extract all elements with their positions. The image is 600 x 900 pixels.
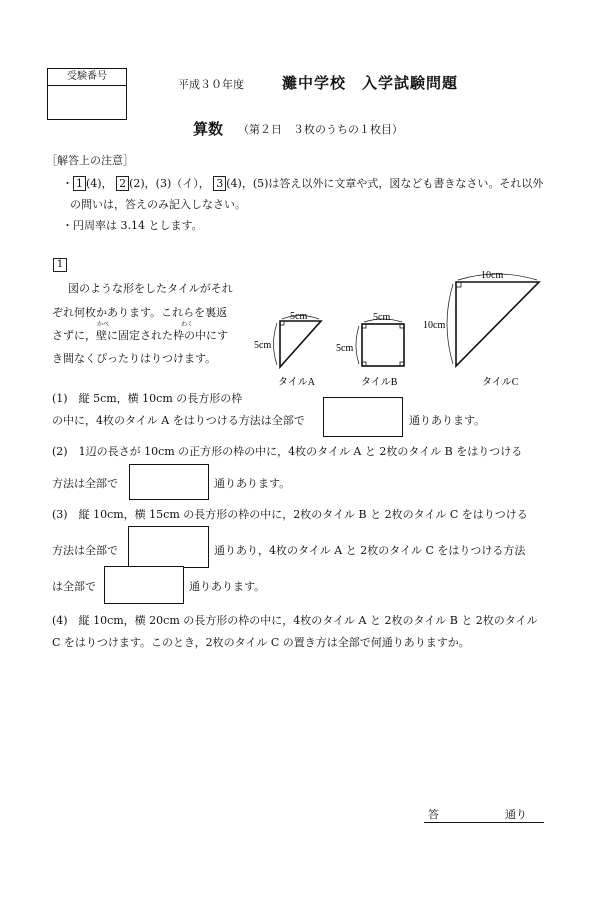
q2-after: 通りあります。 [214, 477, 291, 490]
exam-year: 平成３０年度 [178, 78, 244, 91]
q1-after: 通りあります。 [409, 414, 486, 427]
bullet-mark: ・ [62, 177, 73, 190]
ref2-rest: (2)，(3)（イ）， [129, 177, 210, 190]
intro-line-3: さずに，壁に固定された枠の中にす [52, 329, 228, 342]
tile-c-left-length: 10cm [423, 320, 446, 331]
tile-a-left-length: 5cm [254, 340, 272, 351]
tile-a-shape [280, 321, 321, 367]
ref-problem-3: 3 [213, 176, 226, 191]
tile-c-shape [456, 282, 539, 366]
notes-bullet1 [62, 175, 543, 191]
notes-title: ［解答上の注意］ [46, 154, 134, 167]
q3-line3b: 通りあります。 [189, 580, 266, 593]
exam-number-label: 受験番号 [48, 69, 126, 86]
tile-a-figure [254, 311, 321, 388]
ruby-kabe: かべ [97, 321, 110, 328]
q1-line1: (1) 縦 5cm，横 10cm の長方形の枠 [52, 392, 243, 405]
intro-line-1: 図のような形をしたタイルがそれ [68, 282, 233, 295]
tile-a-left-brace [274, 323, 278, 365]
tile-c-left-brace [447, 284, 453, 364]
answer-label: 答 [428, 808, 439, 821]
q3-line1: (3) 縦 10cm，横 15cm の長方形の枠の中に，2枚のタイル B と 2枚のタイル C をはりつける [52, 508, 528, 521]
q3-line2a: 方法は全部で [52, 544, 118, 557]
q3-answer-box-2[interactable] [104, 566, 184, 604]
q3-line3a: は全部で [52, 580, 96, 593]
ref3-rest: (4)，(5)は答え以外に文章や式，図なども書きなさい。それ以外 [226, 177, 544, 190]
tile-b-figure [336, 312, 404, 388]
tile-a-label: タイルA [278, 377, 316, 388]
exam-number-box[interactable] [47, 68, 127, 120]
q3-line2b: 通りあり，4枚のタイル A と 2枚のタイル C をはりつける方法 [214, 544, 526, 557]
problem-number: 1 [53, 258, 67, 272]
q2-answer-box[interactable] [129, 464, 209, 500]
q3-answer-box-1[interactable] [128, 526, 209, 568]
ref1-rest: (4)， [86, 177, 113, 190]
ruby-waku: わく [181, 321, 194, 328]
page-title: 灘中学校 入学試験問題 [282, 74, 459, 92]
tile-figures [240, 260, 560, 395]
intro-line-4: き間なくぴったりはりつけます。 [52, 352, 217, 365]
q2-line1: (2) 1辺の長さが 10cm の正方形の枠の中に，4枚のタイル A と 2枚のタイル B をはりつける [52, 445, 523, 458]
ref-problem-1: 1 [73, 176, 86, 191]
q1-line2: の中に，4枚のタイル A をはりつける方法は全部で [52, 414, 305, 427]
notes-bullet2: ・円周率は 3.14 とします。 [62, 219, 203, 232]
tile-c-figure [423, 270, 539, 388]
tile-b-left-brace [356, 326, 359, 364]
ref-problem-2: 2 [116, 176, 129, 191]
tile-c-label: タイルC [482, 377, 519, 388]
q2-line2: 方法は全部で [52, 477, 118, 490]
tile-b-shape [362, 324, 404, 366]
tile-c-top-length: 10cm [481, 270, 504, 281]
tile-a-top-length: 5cm [290, 311, 308, 322]
tile-b-top-length: 5cm [373, 312, 391, 323]
tile-b-label: タイルB [361, 377, 398, 388]
session-note: （第２日 ３枚のうちの１枚目） [238, 123, 403, 136]
subject-title: 算数 [193, 120, 224, 138]
intro-line-2: ぞれ何枚かあります。これらを裏返 [52, 306, 228, 319]
q1-answer-box[interactable] [323, 397, 403, 437]
answer-underline[interactable] [424, 822, 544, 823]
q4-line2: C をはりつけます。このとき，2枚のタイル C の置き方は全部で何通りありますか。 [52, 636, 470, 649]
answer-unit: 通り [505, 808, 527, 821]
tile-b-left-length: 5cm [336, 343, 354, 354]
q4-line1: (4) 縦 10cm，横 20cm の長方形の枠の中に，4枚のタイル A と 2枚のタイル B と 2枚のタイル [52, 614, 538, 627]
notes-bullet1-line2: の問いは，答えのみ記入しなさい。 [70, 198, 246, 211]
